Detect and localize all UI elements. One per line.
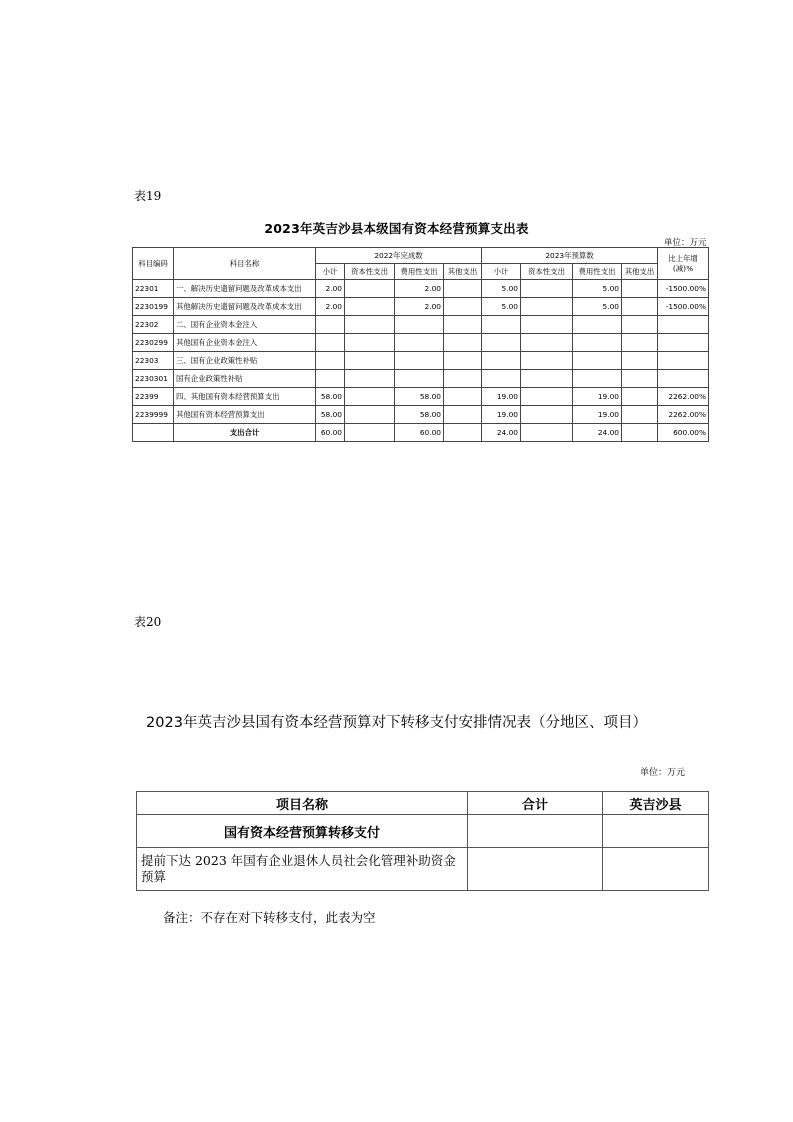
cell-code: 2230299 [133,334,174,352]
cell-b-exp: 5.00 [573,298,622,316]
cell-name: 其他国有资本经营预算支出 [174,406,316,424]
project-row-label: 提前下达 2023 年国有企业退休人员社会化管理补助资金预算 [137,848,468,891]
table-row [133,352,709,370]
cell-a-cap [345,406,395,424]
cell-a-sub: 2.00 [316,280,345,298]
cell-a-exp: 58.00 [395,388,444,406]
total-label: 支出合计 [174,424,316,442]
table19-title: 2023年英吉沙县本级国有资本经营预算支出表 [264,221,529,236]
table-row [133,388,709,406]
transfer-payment-table [136,791,709,891]
cell-name: 其他国有企业资本金注入 [174,334,316,352]
table-row [133,406,709,424]
cell-a-cap [345,388,395,406]
cell-a-sub [316,352,345,370]
header-2022: 2022年完成数 [316,248,482,264]
cell-a-oth [444,370,482,388]
table-row [133,316,709,334]
cell-a-exp: 2.00 [395,280,444,298]
cell-change: -1500.00% [658,280,709,298]
cell-change [658,352,709,370]
total-change: 600.00% [658,424,709,442]
header-name: 科目名称 [174,248,316,280]
total-2022-subtotal: 60.00 [316,424,345,442]
cell-b-exp: 19.00 [573,388,622,406]
cell-a-sub: 58.00 [316,406,345,424]
cell-code: 2230301 [133,370,174,388]
cell-b-exp [573,352,622,370]
cell-code: 22302 [133,316,174,334]
total-2022-expense: 60.00 [395,424,444,442]
header-capital: 资本性支出 [521,264,573,280]
cell-b-exp [573,334,622,352]
cell-change: -1500.00% [658,298,709,316]
cell-a-exp [395,316,444,334]
cell-a-oth [444,316,482,334]
header-2023: 2023年预算数 [482,248,658,264]
cell-a-oth [444,298,482,316]
cell-b-cap [521,334,573,352]
budget-expenditure-table [132,247,709,442]
cell-b-sub: 5.00 [482,280,521,298]
header-other: 其他支出 [444,264,482,280]
header-expense: 费用性支出 [573,264,622,280]
cell-name: 一、解决历史遗留问题及改革成本支出 [174,280,316,298]
cell-change [658,334,709,352]
cell-b-exp [573,370,622,388]
cell-change: 2262.00% [658,388,709,406]
table-row [133,298,709,316]
cell-a-exp: 2.00 [395,298,444,316]
table19-label: 表19 [134,189,162,203]
cell-b-sub [482,316,521,334]
cell-code: 22303 [133,352,174,370]
cell-code: 22399 [133,388,174,406]
header-code: 科目编码 [133,248,174,280]
header-other: 其他支出 [622,264,658,280]
cell-a-oth [444,406,482,424]
cell-a-exp [395,370,444,388]
cell-b-exp [573,316,622,334]
table-row [133,370,709,388]
cell-b-cap [521,388,573,406]
cell-b-cap [521,370,573,388]
header-expense: 费用性支出 [395,264,444,280]
cell-b-cap [521,298,573,316]
cell-b-oth [622,334,658,352]
table-total-row [133,424,709,442]
cell-a-cap [345,280,395,298]
cell-name: 三、国有企业政策性补贴 [174,352,316,370]
table-row [133,280,709,298]
cell-a-oth [444,352,482,370]
total-2023-expense: 24.00 [573,424,622,442]
cell-b-oth [622,388,658,406]
cell-a-sub: 2.00 [316,298,345,316]
cell-b-exp: 5.00 [573,280,622,298]
cell-code: 2239999 [133,406,174,424]
cell-b-cap [521,316,573,334]
cell-a-sub [316,370,345,388]
table20-label: 表20 [134,615,162,629]
table19-unit: 单位：万元 [664,238,707,248]
cell-change: 2262.00% [658,406,709,424]
cell-a-exp [395,334,444,352]
cell-b-cap [521,352,573,370]
total-2023-subtotal: 24.00 [482,424,521,442]
cell-code: 2230199 [133,298,174,316]
cell-b-sub [482,334,521,352]
table20-unit: 单位：万元 [640,768,686,778]
cell-a-cap [345,316,395,334]
cell-b-oth [622,280,658,298]
cell-b-sub [482,370,521,388]
table20-title: 2023年英吉沙县国有资本经营预算对下转移支付安排情况表（分地区、项目） [146,715,647,731]
cell-a-sub [316,334,345,352]
cell-b-sub: 19.00 [482,388,521,406]
cell-a-exp [395,352,444,370]
cell-a-cap [345,298,395,316]
table-row [133,334,709,352]
cell-a-cap [345,370,395,388]
cell-a-cap [345,334,395,352]
header-total: 合计 [468,792,603,815]
cell-name: 二、国有企业资本金注入 [174,316,316,334]
table20-note: 备注：不存在对下转移支付，此表为空 [163,910,376,925]
header-subtotal: 小计 [482,264,521,280]
section-label: 国有资本经营预算转移支付 [137,815,468,848]
cell-b-oth [622,352,658,370]
cell-a-oth [444,280,482,298]
cell-b-sub: 19.00 [482,406,521,424]
header-subtotal: 小计 [316,264,345,280]
cell-a-exp: 58.00 [395,406,444,424]
cell-change [658,316,709,334]
cell-a-sub [316,316,345,334]
cell-change [658,370,709,388]
cell-b-cap [521,280,573,298]
cell-b-sub: 5.00 [482,298,521,316]
cell-b-oth [622,298,658,316]
header-capital: 资本性支出 [345,264,395,280]
cell-a-oth [444,388,482,406]
cell-code: 22301 [133,280,174,298]
cell-name: 四、其他国有资本经营预算支出 [174,388,316,406]
header-change: 比上年增(减)% [658,248,709,280]
cell-b-oth [622,370,658,388]
cell-b-sub [482,352,521,370]
cell-b-oth [622,406,658,424]
cell-b-cap [521,406,573,424]
cell-b-oth [622,316,658,334]
cell-a-cap [345,352,395,370]
header-county: 英吉沙县 [603,792,709,815]
cell-b-exp: 19.00 [573,406,622,424]
cell-a-sub: 58.00 [316,388,345,406]
cell-name: 其他解决历史遗留问题及改革成本支出 [174,298,316,316]
cell-name: 国有企业政策性补贴 [174,370,316,388]
cell-a-oth [444,334,482,352]
header-project-name: 项目名称 [137,792,468,815]
